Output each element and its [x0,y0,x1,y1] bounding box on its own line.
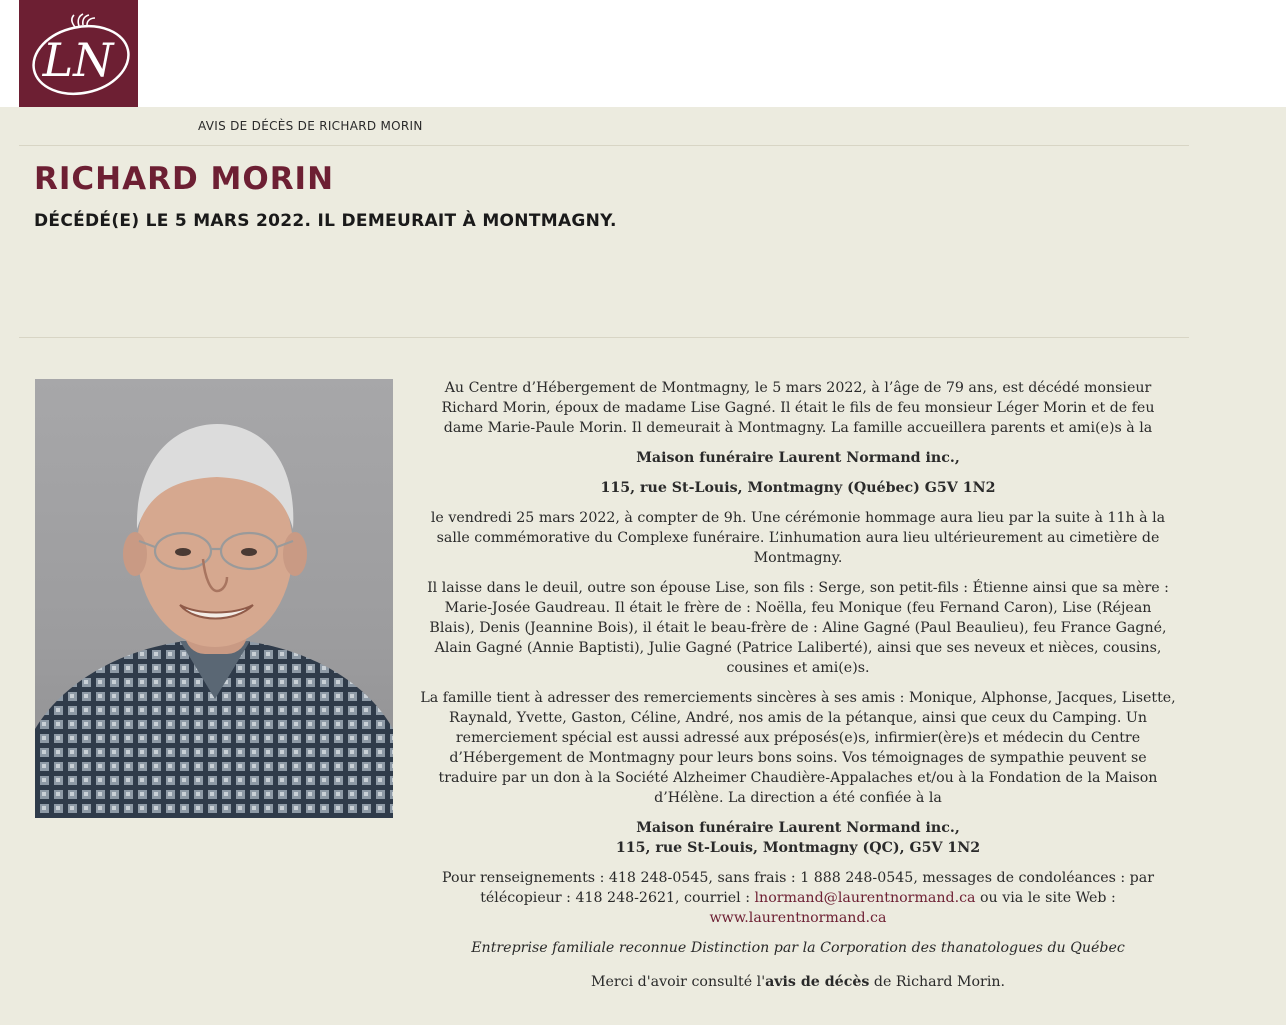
distinction-note: Entreprise familiale reconnue Distinction par la Corporation des thanatologues du Québec [471,940,1125,956]
website-link[interactable]: www.laurentnormand.ca [709,910,887,926]
contact-prefix: Pour renseignements : 418 248-0545, sans frais : 1 888 248-0545, messages de condoléances : par télécopieur : 418 248-2621, courriel : [442,870,1154,906]
death-summary: DÉCÉDÉ(E) LE 5 MARS 2022. IL DEMEURAIT À MONTMAGNY. [34,211,617,231]
portrait-photo [35,379,393,818]
paragraph-thanks: La famille tient à adresser des remerciements sincères à ses amis : Monique, Alphonse, Jacques, Lisette, Raynald, Yvette, Gaston, Céline, André, nos amis de la pétanque, ainsi que ceux du Camping. Un remerciement spécial est aussi adressé aux préposés(e)s, infirmier(ère)s et médecin du Centre d’Hébergement de Montmagny pour leurs bons soins. Vos témoignages de sympathie peuvent se traduire par un don à la Société Alzheimer Chaudière-Appalaches et/ou à la Fondation de la Maison d’Hélène. La direction a été confiée à la [420,690,1176,806]
thanks-prefix: Merci d'avoir consulté l' [590,974,766,990]
breadcrumb: AVIS DE DÉCÈS DE RICHARD MORIN [198,119,423,133]
venue-address: 115, rue St-Louis, Montmagny (Québec) G5V 1N2 [600,480,996,496]
thanks-suffix: de Richard Morin. [869,974,1006,990]
deceased-name: RICHARD MORIN [34,161,335,197]
obituary-page [0,107,1286,1025]
thanks-bold: avis de décès [765,974,870,990]
venue-name-2: Maison funéraire Laurent Normand inc., [636,820,960,836]
paragraph-ceremony: le vendredi 25 mars 2022, à compter de 9h. Une cérémonie hommage aura lieu par la suite à 11h à la salle commémorative du Complexe funéraire. L’inhumation aura lieu ultérieurement au cimetière de Montmagny. [430,510,1166,566]
ln-monogram-icon [19,0,138,107]
paragraph-family: Il laisse dans le deuil, outre son épouse Lise, son fils : Serge, son petit-fils : Étienne ainsi que sa mère : Marie-Josée Gaudreau. Il était le frère de : Noëlla, feu Monique (feu Fernand Caron), Lise (Réjean Blais), Denis (Jeannine Bois), il était le beau-frère de : Aline Gagné (Paul Beaulieu), feu France Gagné, Alain Gagné (Annie Baptisti), Julie Gagné (Patrice Laliberté), ainsi que ses neveux et nièces, cousins, cousines et ami(e)s. [427,580,1169,676]
paragraph-contact [420,868,1176,928]
paragraph-announcement: Au Centre d’Hébergement de Montmagny, le 5 mars 2022, à l’âge de 79 ans, est décédé monsieur Richard Morin, époux de madame Lise Gagné. Il était le fils de feu monsieur Léger Morin et de feu dame Marie-Paule Morin. Il demeurait à Montmagny. La famille accueillera parents et ami(e)s à la [441,380,1155,436]
svg-text:LN: LN [42,33,114,87]
email-link[interactable]: lnormand@laurentnormand.ca [754,890,976,906]
venue-name: Maison funéraire Laurent Normand inc., [636,450,960,466]
site-header [0,0,1286,107]
divider-bottom [19,337,1189,338]
divider-top [19,145,1189,146]
contact-mid: ou via le site Web : [980,890,1116,906]
brand-logo[interactable] [19,0,138,107]
obituary-text [420,378,1176,1002]
portrait-icon [35,379,393,818]
closing-thanks [420,972,1176,992]
venue-address-2: 115, rue St-Louis, Montmagny (QC), G5V 1N2 [615,840,981,856]
